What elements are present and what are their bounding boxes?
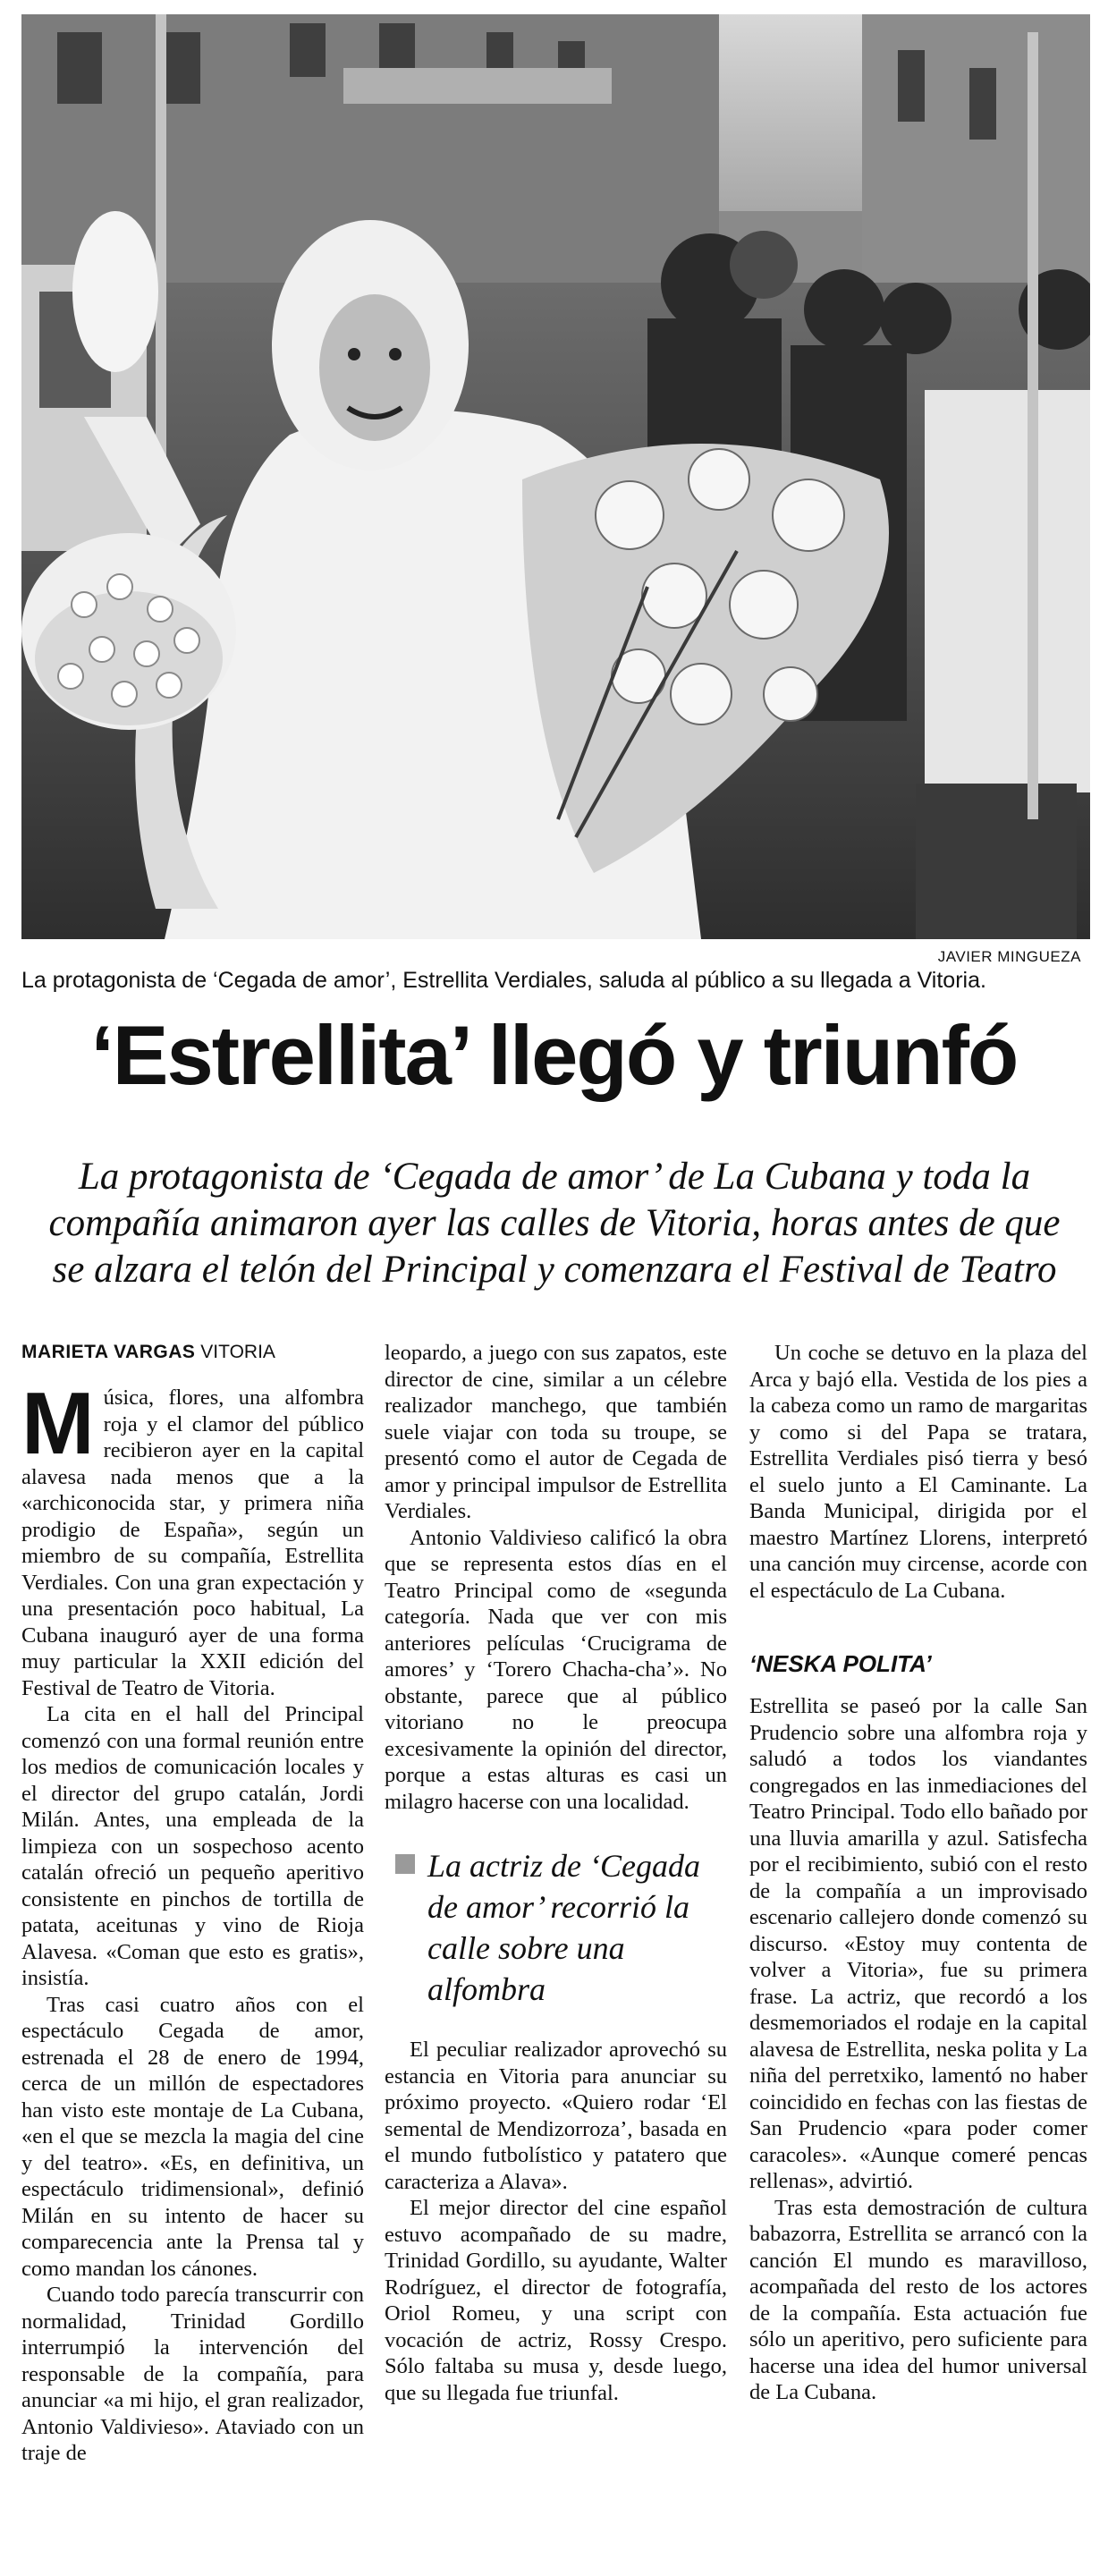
paragraph: El mejor director del cine español estuvo acompañado de su madre, Trinidad Gordillo, su ayudante, Walter Rodríguez, el director de fotografía, Oriol Romeu, y una script con vocación de actriz, Rossy Crespo. Sólo faltaba su musa y, desde luego, que su llegada fue triunfal. (385, 2196, 727, 2405)
paragraph: La cita en el hall del Principal comenzó con una formal reunión entre los medios de comunicación locales y el director del grupo catalán, Jordi Milán. Antes, una empleada de la limpieza con un sospechoso acento catalán ofreció un pequeño aperitivo consistente en pinchos de tortilla de patata, aceitunas y vino de Rioja Alavesa. «Coman que esto es gratis», insistía. (21, 1702, 364, 1990)
paragraph: Un coche se detuvo en la plaza del Arca y bajó ella. Vestida de los pies a la cabeza como un ramo de margaritas y como si del Papa se tratara, Estrellita Verdiales pisó tierra y besó el suelo junto a El Caminante. La Banda Municipal, dirigida por el maestro Martínez Llorens, interpretó una canción muy circense, acorde con el espectáculo de La Cubana. (749, 1341, 1087, 1603)
paragraph: Cuando todo parecía transcurrir con normalidad, Trinidad Gordillo interrumpió la intervención del responsable de la compañía, para anunciar «a mi hijo, el gran realizador, Antonio Valdivieso». Ataviado con un traje de (21, 2283, 364, 2465)
photo-caption: La protagonista de ‘Cegada de amor’, Estrellita Verdiales, saluda al público a su llegada a Vitoria. (21, 968, 986, 993)
pull-quote (385, 1845, 727, 2010)
article-column-2 (385, 1340, 727, 2406)
headline: ‘Estrellita’ llegó y triunfó (90, 1008, 1018, 1102)
byline-place: VITORIA (200, 1342, 275, 1362)
lead-paragraph (21, 1374, 364, 1701)
section-heading: ‘NESKA POLITA’ (749, 1650, 932, 1677)
byline-author: MARIETA VARGAS (21, 1342, 196, 1362)
article-column-1 (21, 1340, 364, 2467)
paragraph: Estrellita se paseó por la calle San Prudencio sobre una alfombra roja y saludó a todos los viandantes congregados en las inmediaciones del Teatro Principal. Todo ello bañado por una lluvia amarilla y azul. Satisfecha por el recibimiento, subió con el resto de la compañía a un improvisado escenario callejero donde comenzó su discurso. «Estoy muy contenta de volver a Vitoria», fue su primera frase. La actriz, que recordó a los desmemoriados el rodaje en la capital alavesa de Estrellita, neska polita y La niña del perretxiko, lamentó no haber coincidido en fechas con las fiestas de San Prudencio «para poder comer caracoles». «Aunque comeré pencas rellenas», advirtió. (749, 1694, 1087, 2193)
paragraph: El peculiar realizador aprovechó su estancia en Vitoria para anunciar su próximo proyecto. «Quiero rodar ‘El semental de Mendizorroza’, basada en el mundo futbolístico y patatero que caracteriza a Alava». (385, 2038, 727, 2194)
square-bullet-icon (395, 1854, 415, 1874)
drop-cap: M (21, 1374, 95, 1472)
street-parade-photo (21, 14, 1090, 939)
paragraph: Tras esta demostración de cultura babazorra, Estrellita se arrancó con la canción El mundo es maravilloso, acompañada del resto de los actores de la compañía. Esta actuación fue sólo un aperitivo, pero suficiente para hacerse una idea del humor universal de La Cubana. (749, 2195, 1087, 2404)
byline (21, 1340, 364, 1365)
subheadline: La protagonista de ‘Cegada de amor’ de La Cubana y toda la compañía animaron ayer las calles de Vitoria, horas antes de que se alzara el telón del Principal y comenzara el Festival de Teatro (48, 1156, 1061, 1291)
paragraph: Antonio Valdivieso calificó la obra que se representa estos días en el Teatro Principal como de «segunda categoría. Nada que ver con mis anteriores películas ‘Crucigrama de amores’ y ‘Torero Chacha-cha’». No obstante, parece que al público vitoriano no le preocupa excesivamente la opinión del director, porque a estas alturas es casi un milagro hacerse con una localidad. (385, 1525, 727, 1814)
photo-credit: JAVIER MINGUEZA (937, 948, 1081, 965)
paragraph: Tras casi cuatro años con el espectáculo Cegada de amor, estrenada el 28 de enero de 1994, cerca de un millón de espectadores han visto este montaje de La Cubana, «en el que se mezcla la magia del cine y del teatro». «Es, en definitiva, un espectáculo tridimensional», definió Milán en su intento de hacer su comparecencia ante la Prensa tal y como mandan los cánones. (21, 1992, 364, 2281)
pull-quote-text: La actriz de ‘Cegada de amor’ recorrió la calle sobre una alfombra (427, 1848, 700, 2007)
paragraph: leopardo, a juego con sus zapatos, este director de cine, similar a un célebre realizador manchego, que también suele viajar con toda su troupe, se presentó como el autor de Cegada de amor y principal impulsor de Estrellita Verdiales. (385, 1341, 727, 1523)
paragraph-text: úsica, flores, una alfombra roja y el clamor del público recibieron ayer en la capital alavesa nada menos que a la «archiconocida star, y primera niña prodigio de España», según un miembro de su compañía, Estrellita Verdiales. Con una gran expectación y una presentación poco habitual, La Cubana inauguró ayer de una forma muy particular la XXII edición del Festival de Teatro de Vitoria. (21, 1385, 364, 1700)
article-column-3 (749, 1340, 1087, 2406)
